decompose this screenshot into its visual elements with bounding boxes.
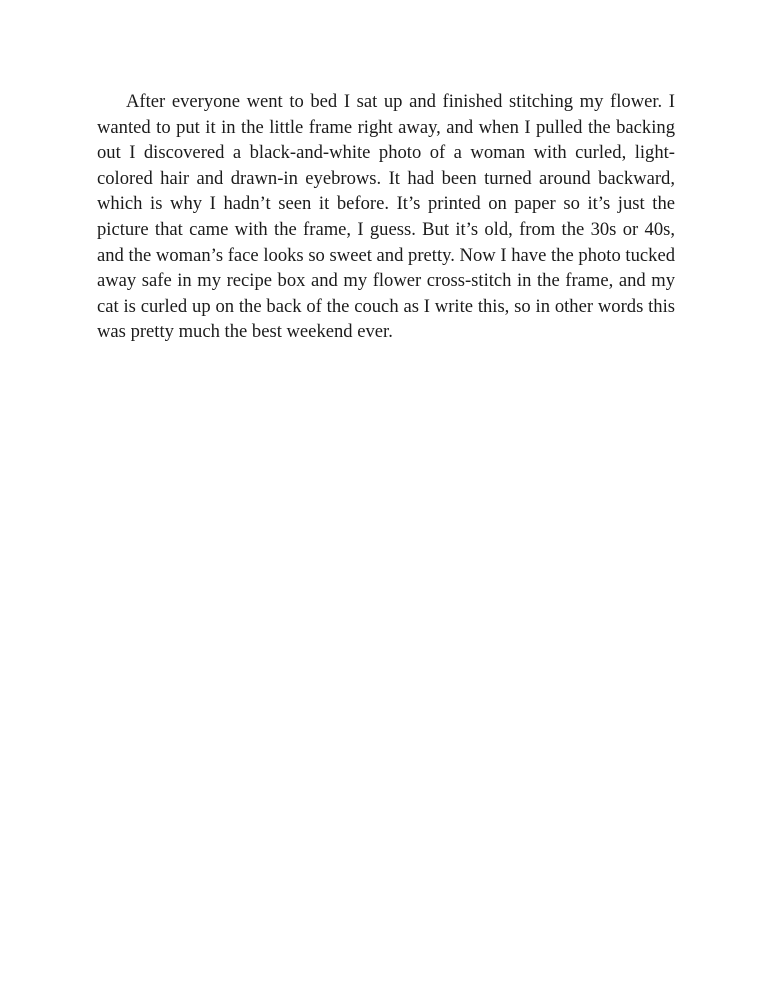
body-paragraph: After everyone went to bed I sat up and finished stitching my flower. I wanted to put it in the little frame right away, and when I pulled the backing out I discovered a black-and-white photo of a woman with curled, light-colored hair and drawn-in eyebrows. It had been turned around backward, which is why I hadn’t seen it before. It’s printed on paper so it’s just the picture that came with the frame, I guess. But it’s old, from the 30s or 40s, and the woman’s face looks so sweet and pretty. Now I have the photo tucked away safe in my recipe box and my flower cross-stitch in the frame, and my cat is curled up on the back of the couch as I write this, so in other words this was pretty much the best weekend ever. (97, 91, 675, 343)
